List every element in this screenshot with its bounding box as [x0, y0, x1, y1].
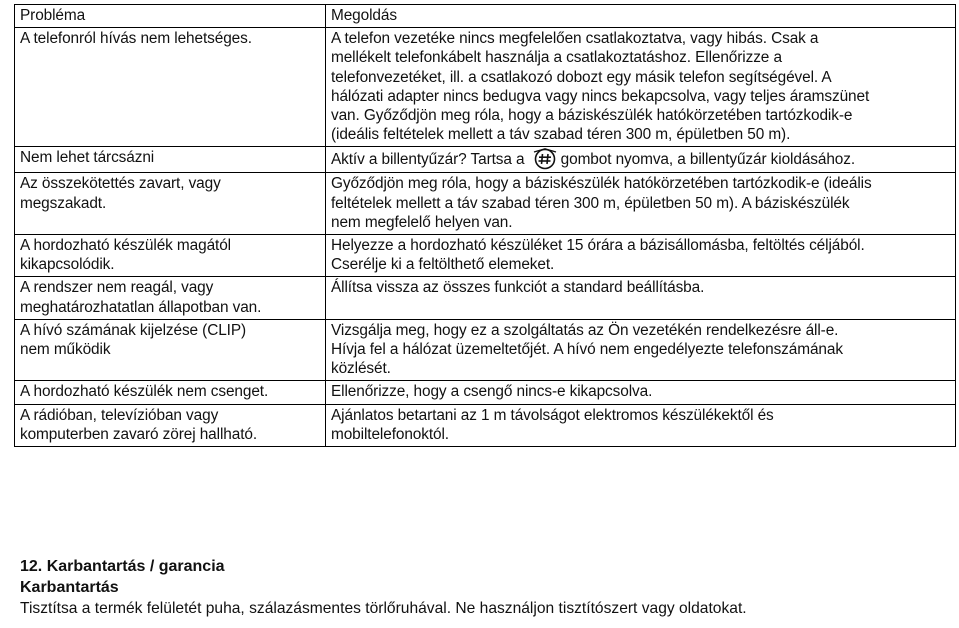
solution-text: hálózati adapter nincs bedugva vagy nincs bekapcsolva, vagy teljes áramszünet: [331, 87, 870, 105]
table-header-row: [15, 5, 956, 28]
problem-cell: [15, 319, 326, 381]
maintenance-section: [20, 556, 950, 619]
table-row: [15, 319, 956, 381]
solution-text: Vizsgálja meg, hogy ez a szolgáltatás az Ön vezetékén rendelkezésre áll-e.: [331, 321, 839, 339]
table-row: [15, 277, 956, 319]
solution-text: Hívja fel a hálózat üzemeltetőjét. A hívó nem engedélyezte telefonszámának: [331, 341, 843, 359]
table-row: [15, 404, 956, 446]
solution-cell: [326, 235, 956, 277]
solution-text: Cserélje ki a feltölthető elemeket.: [331, 256, 555, 274]
section-body: Tisztítsa a termék felületét puha, szálazásmentes törlőruhával. Ne használjon tisztítószert vagy oldatokat.: [20, 600, 747, 617]
problem-cell: [15, 173, 326, 235]
problem-text: Nem lehet tárcsázni: [20, 149, 155, 167]
solution-cell: [326, 319, 956, 381]
header-solution-label: Megoldás: [331, 7, 397, 24]
solution-cell: [326, 173, 956, 235]
problem-text: kikapcsolódik.: [20, 256, 115, 274]
solution-cell: [326, 277, 956, 319]
solution-text: [331, 148, 950, 170]
solution-text: Helyezze a hordozható készüléket 15 órára a bázisállomásba, feltöltés céljából.: [331, 237, 865, 255]
problem-cell: [15, 147, 326, 173]
solution-text: feltételek mellett a táv szabad téren 300 m, épületben 50 m). A báziskészülék: [331, 194, 850, 212]
table-row: [15, 173, 956, 235]
header-problem: [15, 5, 326, 28]
table-row: [15, 381, 956, 404]
troubleshooting-table: [14, 4, 956, 447]
solution-text: Állítsa vissza az összes funkciót a standard beállításba.: [331, 279, 705, 297]
problem-text: A telefonról hívás nem lehetséges.: [20, 30, 252, 48]
solution-text: Győződjön meg róla, hogy a báziskészülék hatókörzetében tartózkodik-e (ideális: [331, 175, 872, 193]
problem-cell: [15, 28, 326, 147]
header-solution: [326, 5, 956, 28]
problem-text: A hordozható készülék nem csenget.: [20, 383, 269, 401]
solution-cell: [326, 404, 956, 446]
section-title: 12. Karbantartás / garancia: [20, 558, 225, 575]
header-problem-label: Probléma: [20, 7, 86, 24]
solution-text: telefonvezetéket, ill. a csatlakozó dobozt egy másik telefon segítségével. A: [331, 68, 832, 86]
solution-text: nem megfelelő helyen van.: [331, 213, 513, 231]
problem-cell: [15, 381, 326, 404]
solution-text-before: Aktív a billentyűzár? Tartsa a: [331, 151, 525, 169]
solution-text: Ellenőrizze, hogy a csengő nincs-e kikapcsolva.: [331, 383, 653, 401]
problem-text: A hordozható készülék magától: [20, 237, 231, 255]
problem-text: A hívó számának kijelzése (CLIP): [20, 321, 247, 339]
problem-cell: [15, 277, 326, 319]
solution-text-after: gombot nyomva, a billentyűzár kioldásához.: [560, 151, 856, 169]
section-subtitle: Karbantartás: [20, 579, 119, 596]
solution-text: van. Győződjön meg róla, hogy a báziskészülék hatókörzetében tartózkodik-e: [331, 107, 853, 125]
solution-text: mellékelt telefonkábelt használja a csatlakoztatáshoz. Ellenőrizze a: [331, 49, 782, 67]
problem-text: meghatározhatatlan állapotban van.: [20, 298, 262, 316]
solution-cell: [326, 381, 956, 404]
problem-cell: [15, 404, 326, 446]
problem-text: A rádióban, televízióban vagy: [20, 406, 219, 424]
solution-cell: [326, 147, 956, 173]
table-row: [15, 235, 956, 277]
solution-text: A telefon vezetéke nincs megfelelően csatlakoztatva, vagy hibás. Csak a: [331, 30, 819, 48]
solution-text: mobiltelefonoktól.: [331, 425, 449, 443]
solution-text: Ajánlatos betartani az 1 m távolságot elektromos készülékektől és: [331, 406, 774, 424]
problem-text: nem működik: [20, 341, 111, 359]
problem-text: A rendszer nem reagál, vagy: [20, 279, 214, 297]
problem-text: komputerben zavaró zörej hallható.: [20, 425, 258, 443]
solution-cell: [326, 28, 956, 147]
table-row: [15, 147, 956, 173]
hash-key-icon: [531, 148, 559, 170]
table-row: [15, 28, 956, 147]
problem-cell: [15, 235, 326, 277]
problem-text: megszakadt.: [20, 194, 107, 212]
solution-text: (ideális feltételek mellett a táv szabad téren 300 m, épületben 50 m).: [331, 126, 791, 144]
solution-text: közlését.: [331, 360, 391, 378]
problem-text: Az összekötettés zavart, vagy: [20, 175, 221, 193]
